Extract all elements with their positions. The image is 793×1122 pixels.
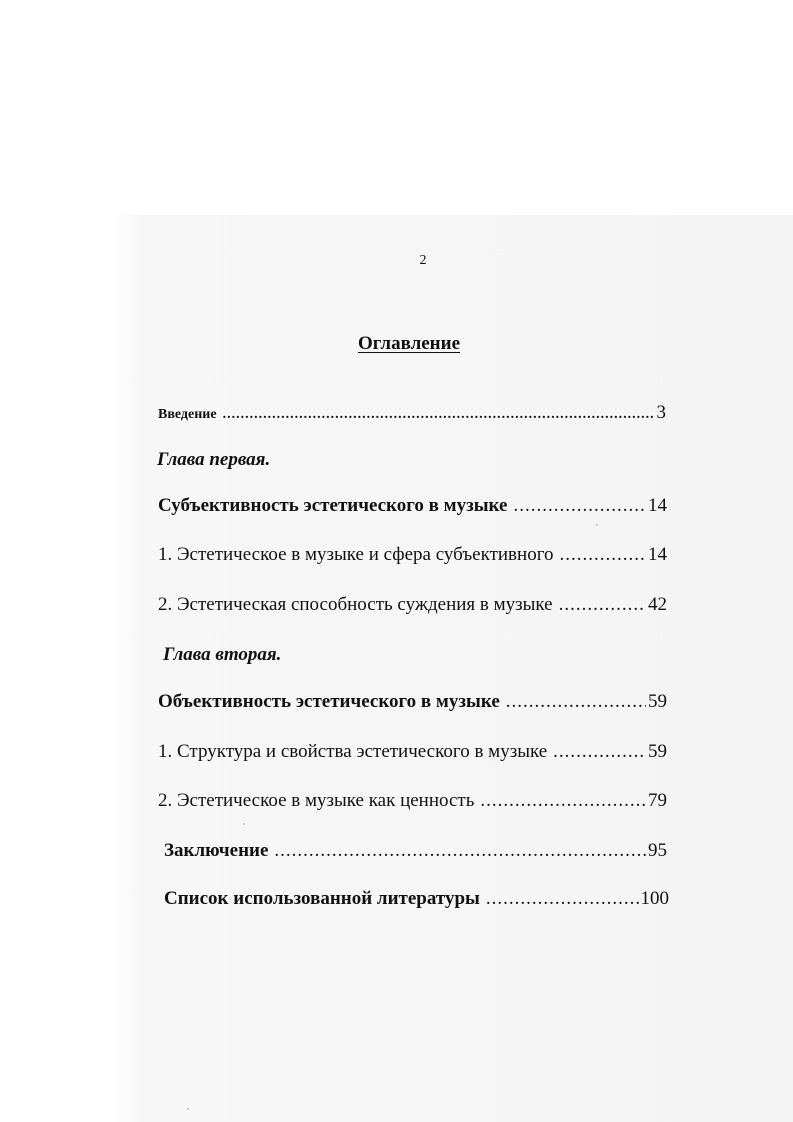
toc-entry-page: 42 (648, 594, 667, 615)
toc-entry-page: 100 (640, 888, 669, 909)
toc-dot-leader (553, 741, 646, 763)
scan-speck (596, 524, 598, 526)
toc-entry-label: Заключение (164, 840, 269, 861)
page-sheet-top (0, 0, 793, 215)
toc-chapter-two-heading: Глава вторая. (163, 644, 282, 665)
toc-dot-leader (223, 407, 655, 423)
toc-entry-page: 79 (648, 790, 667, 811)
toc-entry-label: 2. Эстетическое в музыке как ценность (158, 790, 475, 811)
toc-entry-label: 1. Эстетическое в музыке и сфера субъективного (158, 544, 554, 565)
toc-entry-page: 3 (656, 402, 666, 423)
scan-speck (243, 823, 245, 825)
toc-entry-section-1-2 (158, 594, 667, 616)
toc-entry-page: 59 (648, 691, 667, 712)
toc-dot-leader (513, 495, 646, 517)
toc-entry-section-2-1 (158, 741, 667, 763)
toc-entry-introduction (158, 402, 666, 424)
toc-entry-label: 2. Эстетическая способность суждения в музыке (158, 594, 553, 615)
toc-entry-label: Список использованной литературы (164, 888, 480, 909)
toc-entry-page: 59 (648, 741, 667, 762)
toc-entry-page: 14 (648, 544, 667, 565)
toc-entry-label: Субъективность эстетического в музыке (158, 495, 508, 516)
toc-entry-page: 14 (648, 495, 667, 516)
toc-entry-label: Введение (158, 407, 217, 422)
toc-title: Оглавление (357, 333, 461, 354)
toc-entry-conclusion (164, 840, 667, 862)
toc-entry-section-2-2 (158, 790, 667, 812)
toc-chapter-one-heading: Глава первая. (157, 449, 271, 470)
page-number: 2 (419, 253, 427, 268)
scan-speck (187, 1108, 189, 1110)
toc-dot-leader (486, 888, 639, 910)
toc-entry-label: Объективность эстетического в музыке (158, 691, 500, 712)
toc-entry-bibliography (164, 888, 669, 910)
toc-dot-leader (480, 790, 646, 812)
toc-dot-leader (274, 840, 646, 862)
toc-entry-chapter-two (158, 691, 667, 713)
toc-entry-page: 95 (648, 840, 667, 861)
toc-entry-chapter-one (158, 495, 667, 517)
toc-entry-section-1-1 (158, 544, 667, 566)
toc-dot-leader (560, 544, 646, 566)
toc-dot-leader (559, 594, 646, 616)
toc-dot-leader (506, 691, 646, 713)
toc-entry-label: 1. Структура и свойства эстетического в музыке (158, 741, 548, 762)
